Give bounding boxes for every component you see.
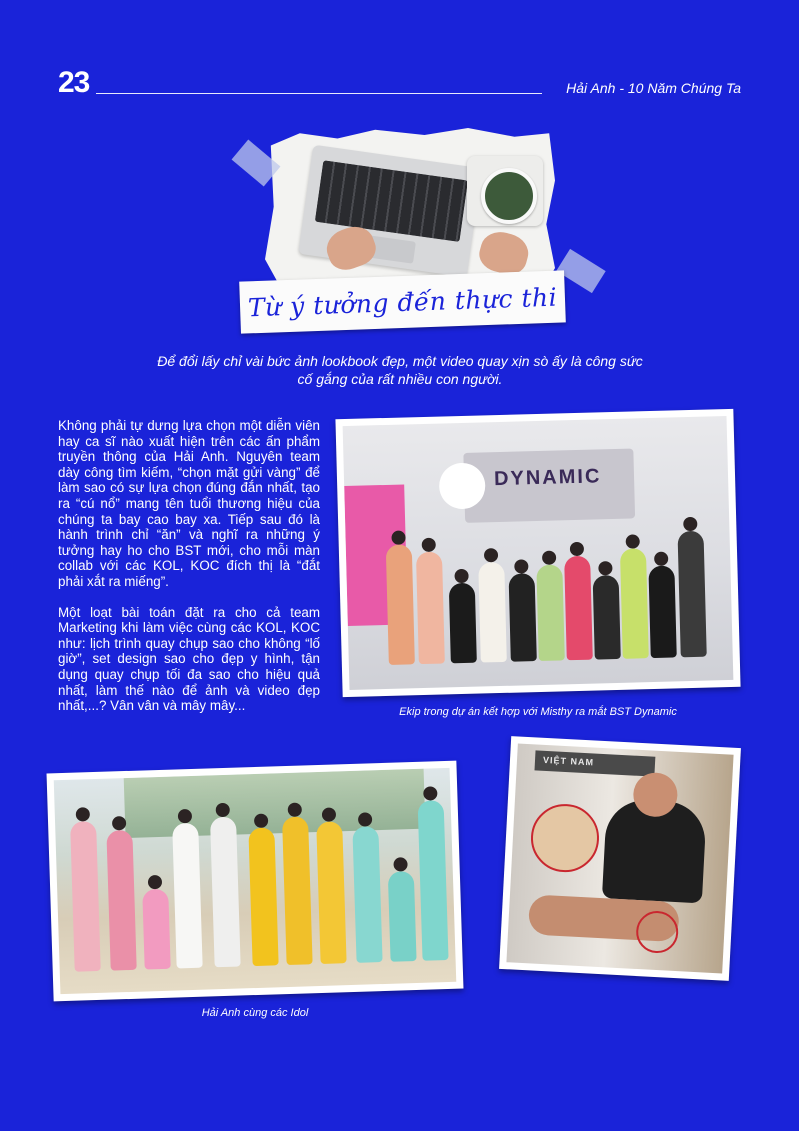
hero-collage <box>235 128 595 338</box>
team-photo <box>335 409 740 697</box>
section-title-banner <box>239 270 566 333</box>
body-text <box>58 418 320 729</box>
highlight-circle-product <box>529 802 600 873</box>
header-rule <box>96 93 542 94</box>
page-number: 23 <box>58 66 90 99</box>
team-photo-caption: Ekip trong dự án kết hợp với Misthy ra mắt BST Dynamic <box>399 706 677 718</box>
section-title: Từ ý tưởng đến thực thi <box>247 282 558 322</box>
idols-photo-image <box>54 768 457 994</box>
team-photo-image <box>343 416 734 690</box>
keyboard <box>315 160 468 242</box>
store-sign-text: VIỆT NAM <box>542 754 595 768</box>
coffee-cup-icon <box>481 168 537 224</box>
idols-photo-caption: Hải Anh cùng các Idol <box>201 1007 309 1019</box>
body-paragraph-2: Một loạt bài toán đặt ra cho cả team Marketing khi làm việc cùng các KOL, KOC như: lịch trình quay chụp sao cho không “lố giờ”, set design sao cho đẹp y hình, tận dụng quay chụp tối đa sao cho hiệu quả nhất, làm thế nào để ảnh và video đẹp nhất,...? Vân vân và mây mây... <box>58 604 320 714</box>
product-photo <box>499 736 741 981</box>
backdrop-text: DYNAMIC <box>493 465 602 491</box>
beach-group <box>70 800 455 982</box>
lead-paragraph: Để đổi lấy chỉ vài bức ảnh lookbook đẹp, một video quay xịn sò ấy là công sức cố gắng của rất nhiều con người. <box>157 353 643 387</box>
body-paragraph-1: Không phải tự dưng lựa chọn một diễn viên hay ca sĩ nào xuất hiện trên các ấn phẩm truyền thông của Hải Anh. Nguyên team dày công tìm kiếm, “chọn mặt gửi vàng” để làm sao có sự lựa chọn đúng đắn nhất, tạo ra “cú nổ” mang tên tuổi thương hiệu của chúng ta bay cao bay xa. Tiếp sau đó là hành trình chỉ “ăn” và nghĩ ra những ý tưởng hay ho cho BST mới, cho mỗi màn collab với các KOL, KOC đích thị là “đắt phải xắt ra miếng”. <box>58 418 320 589</box>
running-title: Hải Anh - 10 Năm Chúng Ta <box>566 80 741 96</box>
idols-photo <box>47 761 464 1002</box>
product-photo-image <box>506 743 733 973</box>
laptop-icon <box>298 145 482 278</box>
group-of-people <box>386 536 719 675</box>
